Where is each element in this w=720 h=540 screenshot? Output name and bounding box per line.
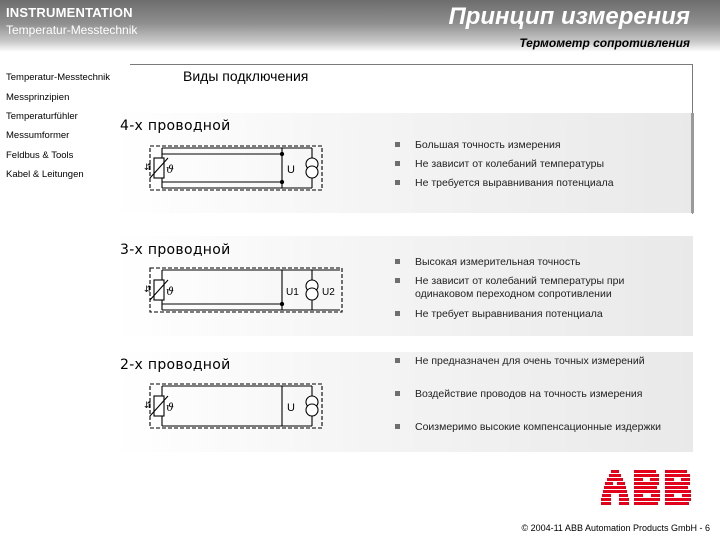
footer-copyright: © 2004-11 ABB Automation Products GmbH - 6 xyxy=(521,523,710,533)
two-wire-circuit-diagram xyxy=(140,374,340,438)
bullet-square-icon xyxy=(395,424,400,429)
bullet-square-icon xyxy=(395,180,400,185)
panel-3-wire-heading: 3-х проводной xyxy=(120,242,231,258)
panel-2-wire-heading: 2-х проводной xyxy=(120,357,231,373)
bullet-square-icon xyxy=(395,391,400,396)
meter-label-u2: U2 xyxy=(322,287,335,298)
theta-symbol: ϑ xyxy=(166,401,174,414)
meter-label-u: U xyxy=(287,402,295,414)
theta-symbol: ϑ xyxy=(166,163,174,176)
slide-title: Принцип измерения xyxy=(448,3,690,30)
brand-sub-label: Temperatur-Messtechnik xyxy=(6,23,138,37)
panel-4-wire-heading: 4-х проводной xyxy=(120,118,231,134)
bullet-square-icon xyxy=(395,278,400,283)
sidebar-item-temperaturfuehler[interactable]: Temperaturfühler xyxy=(6,111,78,122)
thermometer-symbol: ⇵ xyxy=(144,401,152,411)
bullet-square-icon xyxy=(395,142,400,147)
four-wire-circuit-diagram xyxy=(140,136,340,200)
thermometer-symbol: ⇵ xyxy=(144,285,152,295)
sidebar-item-temperatur-messtechnik[interactable]: Temperatur-Messtechnik xyxy=(6,72,111,83)
meter-label-u: U xyxy=(287,164,295,176)
three-wire-circuit-diagram xyxy=(140,258,360,322)
brand-label: INSTRUMENTATION xyxy=(6,5,133,20)
content-frame-top xyxy=(130,64,692,65)
thermometer-symbol: ⇵ xyxy=(144,163,152,173)
theta-symbol: ϑ xyxy=(166,285,174,298)
section-title: Виды подключения xyxy=(183,68,309,84)
bullet-square-icon xyxy=(395,259,400,264)
bullet-square-icon xyxy=(395,161,400,166)
abb-logo xyxy=(601,470,695,508)
sidebar-item-messprinzipien[interactable]: Messprinzipien xyxy=(6,92,70,103)
bullet-square-icon xyxy=(395,358,400,363)
sidebar-item-kabel-leitungen[interactable]: Kabel & Leitungen xyxy=(6,169,84,180)
meter-label-u1: U1 xyxy=(286,287,299,298)
panel-4-wire-edge xyxy=(691,113,694,213)
sidebar-item-messumformer[interactable]: Messumformer xyxy=(6,130,70,141)
sidebar-item-feldbus-tools[interactable]: Feldbus & Tools xyxy=(6,150,74,161)
bullet-square-icon xyxy=(395,311,400,316)
slide-subtitle: Термометр сопротивления xyxy=(519,36,690,50)
